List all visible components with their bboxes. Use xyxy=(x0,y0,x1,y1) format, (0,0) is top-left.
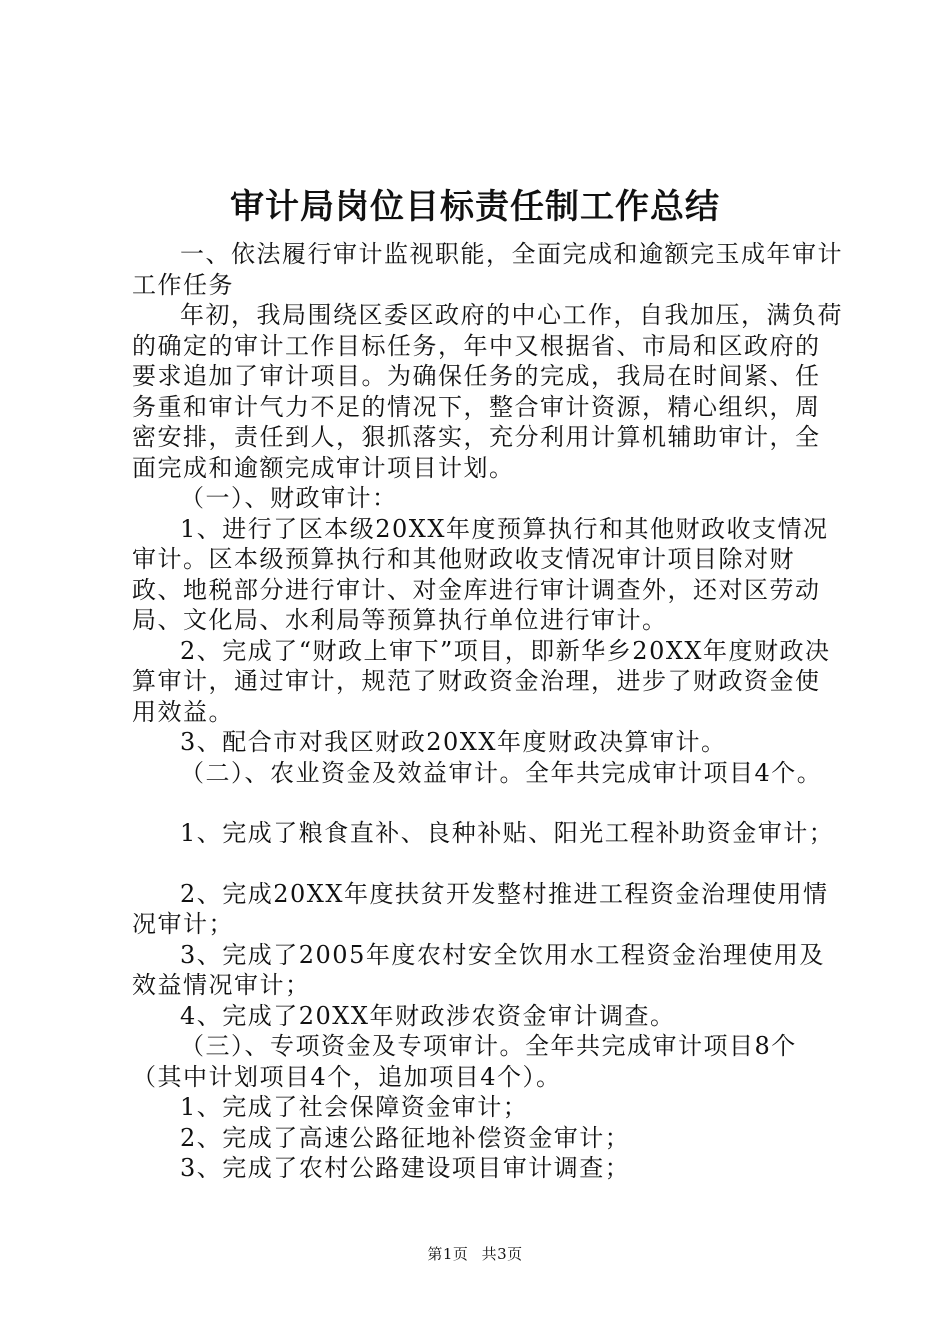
subsection-heading-finance: （一）、财政审计： xyxy=(180,484,398,512)
document-body xyxy=(132,239,844,1184)
list-item: 1、完成了社会保障资金审计； xyxy=(180,1093,529,1121)
page-total: 共3页 xyxy=(481,1245,523,1263)
list-item: 1、进行了区本级20XX年度预算执行和其他财政收支情况审计。区本级预算执行和其他财政收支情况审计项目除对财政、地税部分进行审计、对金库进行审计调查外，还对区劳动局、文化局、水利局等预算执行单位进行审计。 xyxy=(132,514,829,634)
list-item: 1、完成了粮食直补、良种补贴、阳光工程补助资金审计； xyxy=(180,819,835,847)
section-heading-1: 一、依法履行审计监视职能，全面完成和逾额完玉成年审计工作任务 xyxy=(132,240,843,299)
list-item: 2、完成了高速公路征地补偿资金审计； xyxy=(180,1123,631,1152)
list-item: 3、完成了农村公路建设项目审计调查； xyxy=(180,1154,631,1182)
list-item: 2、完成了“财政上审下”项目，即新华乡20XX年度财政决算审计，通过审计，规范了财政资金治理，进步了财政资金使用效益。 xyxy=(132,636,831,726)
page-footer xyxy=(0,1244,950,1264)
page-number: 第1页 xyxy=(427,1245,469,1263)
list-item: 3、完成了2005年度农村安全饮用水工程资金治理使用及效益情况审计； xyxy=(132,940,825,999)
body-paragraph: 年初，我局围绕区委区政府的中心工作，自我加压，满负荷的确定的审计工作目标任务，年中又根据省、市局和区政府的要求追加了审计项目。为确保任务的完成，我局在时间紧、任务重和审计气力不足的情况下，整合审计资源，精心组织，周密安排，责任到人，狠抓落实，充分利用计算机辅助审计，全面完成和逾额完成审计项目计划。 xyxy=(132,301,843,482)
list-item: 2、完成20XX年度扶贫开发整村推进工程资金治理使用情况审计； xyxy=(132,879,829,938)
subsection-heading-agriculture: （二）、农业资金及效益审计。全年共完成审计项目4个。 xyxy=(180,758,823,787)
subsection-heading-special-funds: （三）、专项资金及专项审计。全年共完成审计项目8个（其中计划项目4个，追加项目4个）。 xyxy=(132,1032,797,1091)
list-item: 3、配合市对我区财政20XX年度财政决算审计。 xyxy=(180,728,727,756)
document-title: 审计局岗位目标责任制工作总结 xyxy=(230,187,720,227)
list-item: 4、完成了20XX年财政涉农资金审计调查。 xyxy=(180,1001,676,1030)
